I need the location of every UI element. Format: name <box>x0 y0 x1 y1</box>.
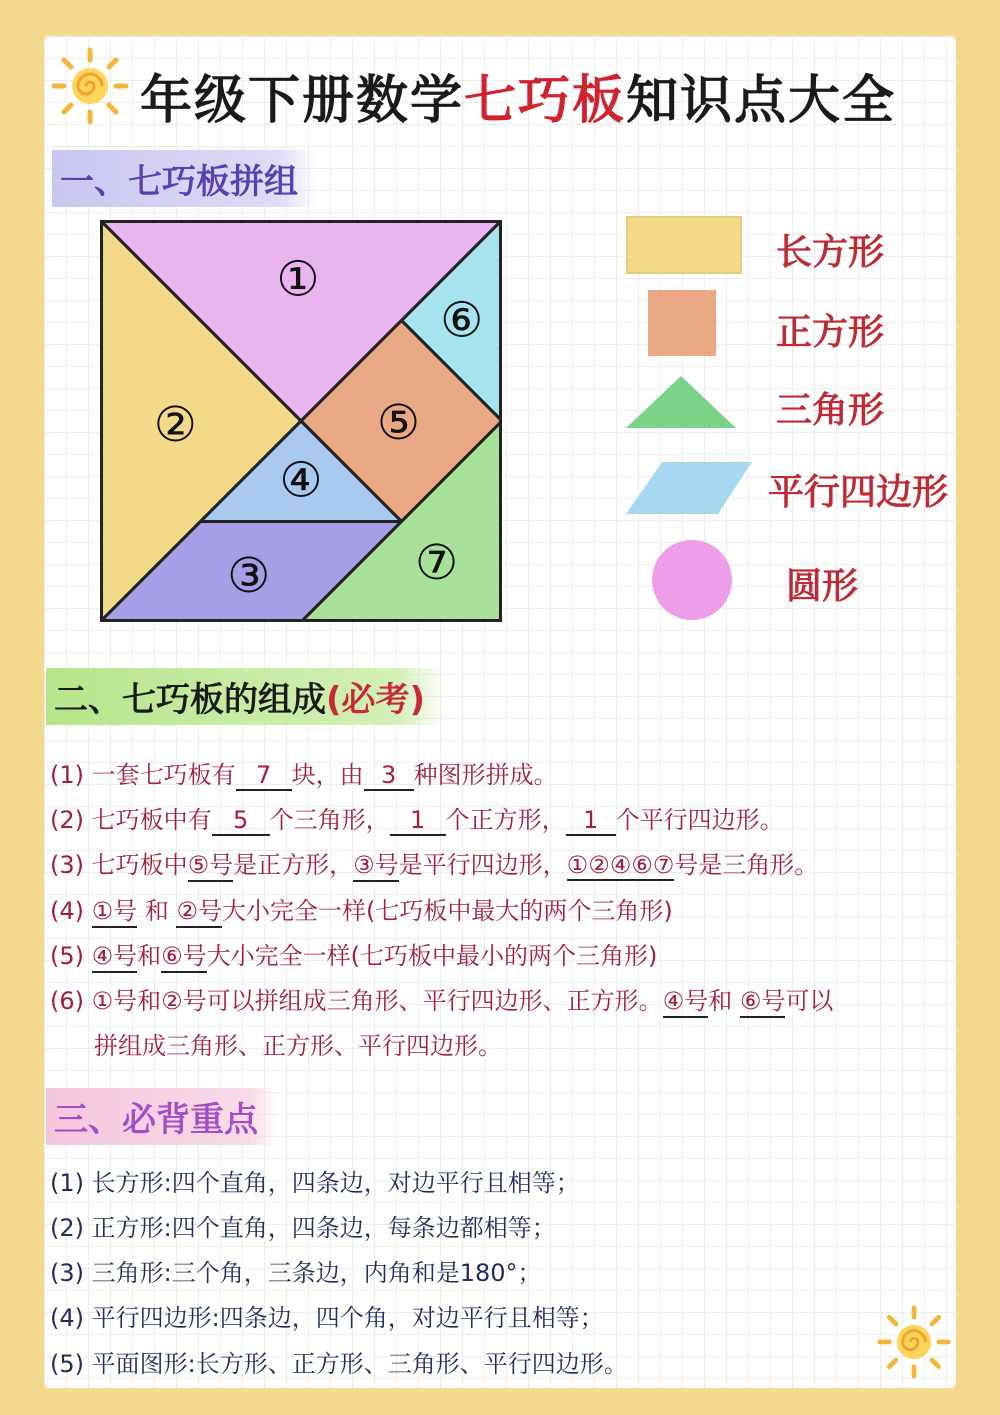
triangle-shape-icon <box>622 372 740 430</box>
sun-icon <box>876 1304 952 1380</box>
list-item: (6) ①号和②号可以拼组成三角形、平行四边形、正方形。④号和 ⑥号可以 <box>50 981 833 1018</box>
section-heading-1: 一、七巧板拼组 <box>52 150 318 207</box>
circle-shape-icon <box>652 540 732 620</box>
list-item: (2) 七巧板中有 5 个三角形， 1 个正方形， 1 个平行四边形。 <box>50 806 784 834</box>
parallelogram-shape-icon <box>622 458 756 516</box>
tangram-label-5: ⑤ <box>376 395 421 452</box>
section-heading-2: 二、七巧板的组成(必考) <box>46 668 445 725</box>
page-title: 年级下册数学七巧板知识点大全 <box>140 71 897 131</box>
tangram-diagram <box>100 220 502 622</box>
list-item: (5) 平面图形:长方形、正方形、三角形、平行四边形。 <box>50 1350 628 1378</box>
rectangle-shape-icon <box>626 216 742 274</box>
tangram-label-3: ③ <box>227 547 271 604</box>
list-item: (2) 正方形:四个直角，四条边，每条边都相等； <box>50 1214 556 1242</box>
legend-label-circle: 圆形 <box>786 566 859 607</box>
tangram-label-7: ⑦ <box>415 534 459 591</box>
list-item: (1) 一套七巧板有 7 块，由 3 种图形拼成。 <box>50 761 558 789</box>
sun-icon <box>50 46 130 126</box>
list-item: (4) 平行四边形:四条边，四个角，对边平行且相等； <box>50 1304 604 1332</box>
tangram-label-6: ⑥ <box>440 292 484 349</box>
section-heading-3: 三、必背重点 <box>46 1088 278 1145</box>
header <box>0 42 1000 132</box>
tangram-label-1: ① <box>276 251 320 308</box>
tangram-label-4: ④ <box>279 452 323 509</box>
tangram-label-2: ② <box>153 397 197 454</box>
legend-label-rectangle: 长方形 <box>776 232 885 273</box>
list-item: 拼组成三角形、正方形、平行四边形。 <box>94 1032 502 1060</box>
list-item: (3) 三角形:三个角，三条边，内角和是180°； <box>50 1259 542 1287</box>
square-shape-icon <box>648 290 716 356</box>
list-item: (4) ①号 和 ②号大小完全一样(七巧板中最大的两个三角形) <box>50 891 673 928</box>
list-item: (5) ④号和⑥号大小完全一样(七巧板中最小的两个三角形) <box>50 936 657 973</box>
legend-label-square: 正方形 <box>776 312 885 353</box>
list-item: (1) 长方形:四个直角，四条边，对边平行且相等； <box>50 1169 580 1197</box>
legend-label-parallelogram: 平行四边形 <box>768 472 949 513</box>
legend-label-triangle: 三角形 <box>776 390 885 431</box>
list-item: (3) 七巧板中⑤号是正方形，③号是平行四边形，①②④⑥⑦号是三角形。 <box>50 845 818 882</box>
